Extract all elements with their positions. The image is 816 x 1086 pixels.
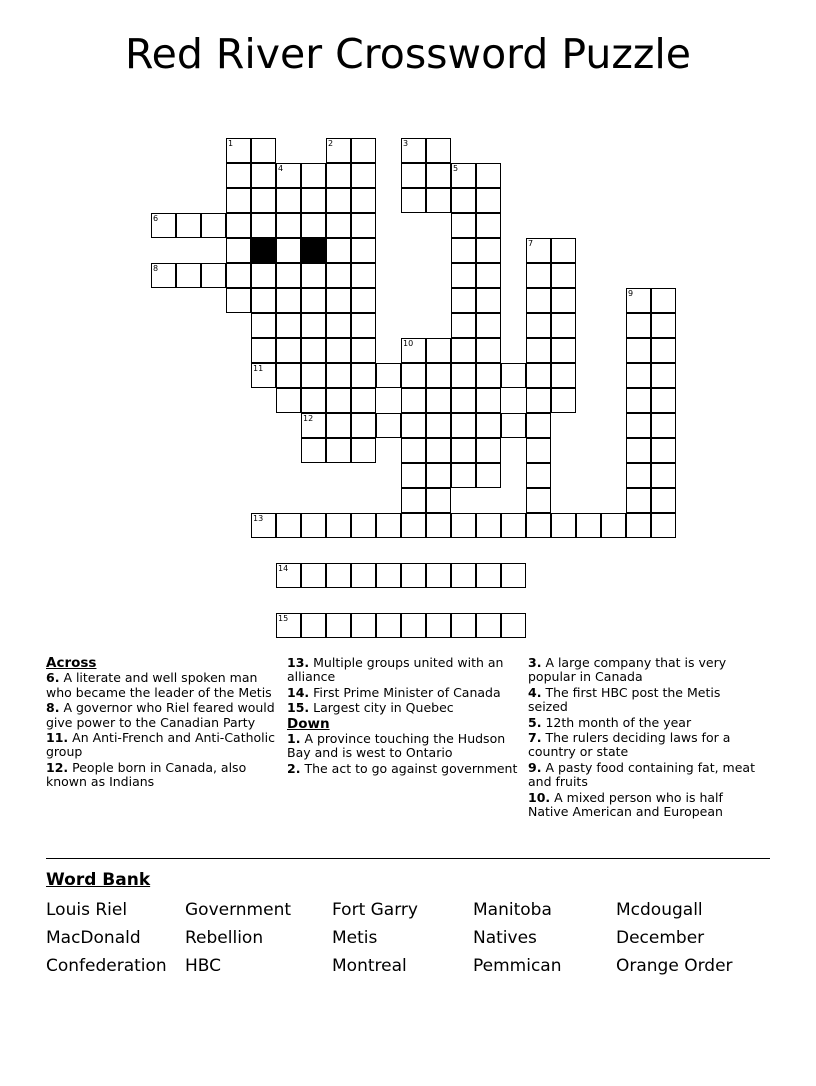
page-title: Red River Crossword Puzzle <box>124 30 692 78</box>
grid-cell[interactable] <box>426 338 451 363</box>
grid-cell[interactable] <box>301 413 326 438</box>
grid-cell-number: 12 <box>303 414 314 423</box>
grid-cell[interactable] <box>626 413 651 438</box>
grid-cell[interactable] <box>351 288 376 313</box>
word-bank-list <box>46 900 770 976</box>
grid-cell[interactable] <box>551 238 576 263</box>
down-heading: Down <box>287 715 330 732</box>
grid-cell[interactable] <box>276 288 301 313</box>
grid-cell[interactable] <box>276 338 301 363</box>
grid-cell[interactable] <box>351 138 376 163</box>
grid-cell[interactable] <box>526 263 551 288</box>
grid-cell[interactable] <box>376 513 401 538</box>
grid-cell-number: 14 <box>278 564 289 573</box>
grid-cell[interactable] <box>326 238 351 263</box>
grid-cell[interactable] <box>526 363 551 388</box>
grid-cell[interactable] <box>526 238 551 263</box>
grid-cell[interactable] <box>326 263 351 288</box>
grid-cell[interactable] <box>251 213 276 238</box>
grid-cell[interactable] <box>651 313 676 338</box>
grid-cell[interactable] <box>376 413 401 438</box>
clue-number: 14. <box>287 684 310 700</box>
grid-cell[interactable] <box>476 263 501 288</box>
grid-cell[interactable] <box>476 338 501 363</box>
clue-number: 9. <box>528 759 542 775</box>
clue-number: 12. <box>46 759 69 775</box>
clue-text: 12th month of the year <box>545 714 692 730</box>
clue-down-9 <box>528 761 760 790</box>
grid-cell[interactable] <box>626 463 651 488</box>
grid-cell[interactable] <box>526 463 551 488</box>
grid-cell[interactable] <box>301 213 326 238</box>
grid-cell[interactable] <box>576 513 601 538</box>
grid-cell[interactable] <box>451 238 476 263</box>
grid-cell[interactable] <box>426 388 451 413</box>
clue-text: A literate and well spoken man who became the leader of the Metis <box>46 670 272 700</box>
grid-cell[interactable] <box>451 513 476 538</box>
clue-down-3 <box>528 656 760 685</box>
grid-cell[interactable] <box>351 613 376 638</box>
grid-cell[interactable] <box>326 188 351 213</box>
grid-cell[interactable] <box>401 138 426 163</box>
grid-cell[interactable] <box>151 213 176 238</box>
grid-cell[interactable] <box>301 313 326 338</box>
grid-cell[interactable] <box>326 313 351 338</box>
grid-cell[interactable] <box>401 413 426 438</box>
grid-cell[interactable] <box>526 413 551 438</box>
grid-cell[interactable] <box>401 188 426 213</box>
grid-cell[interactable] <box>301 438 326 463</box>
grid-cell[interactable] <box>276 513 301 538</box>
grid-cell[interactable] <box>326 338 351 363</box>
grid-cell[interactable] <box>526 488 551 513</box>
grid-cell[interactable] <box>626 438 651 463</box>
clue-number: 15. <box>287 700 310 716</box>
grid-cell[interactable] <box>251 263 276 288</box>
grid-cell[interactable] <box>176 263 201 288</box>
grid-cell[interactable] <box>526 338 551 363</box>
grid-cell[interactable] <box>326 613 351 638</box>
word-bank-item: Natives <box>473 928 537 948</box>
grid-cell[interactable] <box>476 238 501 263</box>
grid-cell[interactable] <box>301 613 326 638</box>
clue-text: A pasty food containing fat, meat and fruits <box>528 759 755 790</box>
grid-cell[interactable] <box>351 338 376 363</box>
clue-number: 8. <box>46 700 60 716</box>
grid-cell[interactable] <box>551 363 576 388</box>
word-bank-item: Rebellion <box>185 928 264 948</box>
word-bank-item: Confederation <box>46 956 167 976</box>
grid-cell[interactable] <box>476 163 501 188</box>
grid-cell-number: 6 <box>153 214 159 223</box>
grid-cell[interactable] <box>476 213 501 238</box>
grid-cell[interactable] <box>526 513 551 538</box>
grid-cell[interactable] <box>401 513 426 538</box>
grid-cell[interactable] <box>226 138 251 163</box>
grid-cell[interactable] <box>426 563 451 588</box>
grid-cell[interactable] <box>326 413 351 438</box>
grid-cell-number: 11 <box>253 364 264 373</box>
word-bank-item: Louis Riel <box>46 900 128 920</box>
grid-cell[interactable] <box>401 438 426 463</box>
clue-text: A mixed person who is half Native American and European <box>528 789 723 820</box>
grid-cell[interactable] <box>451 288 476 313</box>
clue-text: The first HBC post the Metis seized <box>528 684 721 715</box>
grid-cell[interactable] <box>626 388 651 413</box>
clue-number: 3. <box>528 655 542 670</box>
clue-number: 6. <box>46 670 60 686</box>
word-bank-title: Word Bank <box>46 870 151 890</box>
clue-across-11 <box>46 731 277 760</box>
word-bank-item: Mcdougall <box>616 900 703 920</box>
grid-cell[interactable] <box>351 413 376 438</box>
word-bank <box>46 870 770 976</box>
grid-cell[interactable] <box>351 263 376 288</box>
clue-number: 2. <box>287 760 301 776</box>
grid-cell[interactable] <box>301 288 326 313</box>
grid-cell[interactable] <box>451 388 476 413</box>
grid-cell[interactable] <box>451 263 476 288</box>
grid-cell[interactable] <box>526 438 551 463</box>
grid-cell[interactable] <box>201 263 226 288</box>
clue-across-14 <box>287 686 518 700</box>
grid-cell[interactable] <box>476 513 501 538</box>
grid-cell[interactable] <box>301 188 326 213</box>
grid-cell[interactable] <box>626 513 651 538</box>
grid-cell[interactable] <box>451 563 476 588</box>
grid-cell[interactable] <box>451 463 476 488</box>
grid-cell[interactable] <box>351 163 376 188</box>
grid-cell-block <box>251 238 276 263</box>
clue-down-7 <box>528 731 760 760</box>
grid-cell[interactable] <box>451 413 476 438</box>
grid-cell[interactable] <box>251 138 276 163</box>
grid-cell[interactable] <box>276 238 301 263</box>
word-bank-item: Fort Garry <box>332 900 418 920</box>
grid-cell[interactable] <box>251 313 276 338</box>
grid-cell[interactable] <box>426 488 451 513</box>
grid-cell[interactable] <box>501 513 526 538</box>
grid-cell[interactable] <box>326 213 351 238</box>
grid-cell[interactable] <box>451 188 476 213</box>
grid-cell[interactable] <box>251 188 276 213</box>
grid-cell[interactable] <box>551 288 576 313</box>
grid-cell[interactable] <box>251 363 276 388</box>
grid-cell[interactable] <box>351 513 376 538</box>
grid-cell[interactable] <box>651 438 676 463</box>
grid-cell[interactable] <box>301 263 326 288</box>
clue-number: 1. <box>287 731 301 747</box>
grid-cell[interactable] <box>376 363 401 388</box>
clue-number: 7. <box>528 730 542 746</box>
grid-cell[interactable] <box>351 363 376 388</box>
grid-cell[interactable] <box>151 263 176 288</box>
grid-cell[interactable] <box>226 263 251 288</box>
grid-cell[interactable] <box>526 388 551 413</box>
grid-cell[interactable] <box>226 238 251 263</box>
grid-cell[interactable] <box>426 363 451 388</box>
clues-section <box>46 656 770 820</box>
grid-cell[interactable] <box>626 363 651 388</box>
grid-cell-number: 4 <box>278 164 284 173</box>
grid-cell-number: 13 <box>253 514 264 523</box>
grid-cell[interactable] <box>526 313 551 338</box>
across-heading: Across <box>46 655 97 671</box>
grid-cell[interactable] <box>476 363 501 388</box>
grid-cell[interactable] <box>251 513 276 538</box>
grid-cell[interactable] <box>351 238 376 263</box>
grid-cell[interactable] <box>476 463 501 488</box>
grid-cell[interactable] <box>251 338 276 363</box>
grid-cell[interactable] <box>226 213 251 238</box>
grid-cell[interactable] <box>276 263 301 288</box>
word-bank-item: HBC <box>185 956 222 976</box>
grid-cell[interactable] <box>451 363 476 388</box>
clue-down-2 <box>287 762 518 776</box>
grid-cell[interactable] <box>401 163 426 188</box>
word-bank-item: Metis <box>332 928 378 948</box>
grid-cell[interactable] <box>301 338 326 363</box>
grid-cell-number: 10 <box>403 339 414 348</box>
grid-cell[interactable] <box>301 363 326 388</box>
clue-number: 13. <box>287 655 310 670</box>
grid-cell[interactable] <box>251 288 276 313</box>
grid-cell[interactable] <box>301 513 326 538</box>
grid-cell[interactable] <box>326 163 351 188</box>
page <box>0 30 816 1086</box>
clues-column-3 <box>528 656 770 820</box>
grid-cell[interactable] <box>626 488 651 513</box>
grid-cell[interactable] <box>651 463 676 488</box>
clue-across-12 <box>46 761 277 790</box>
grid-cell-number: 15 <box>278 614 289 623</box>
grid-cell[interactable] <box>401 488 426 513</box>
grid-cell[interactable] <box>551 338 576 363</box>
grid-cell[interactable] <box>426 613 451 638</box>
grid-cell[interactable] <box>476 188 501 213</box>
grid-cell[interactable] <box>351 438 376 463</box>
word-bank-item: Montreal <box>332 956 407 976</box>
grid-cell[interactable] <box>501 613 526 638</box>
clue-number: 4. <box>528 684 542 700</box>
grid-cell[interactable] <box>651 413 676 438</box>
clue-down-1 <box>287 732 518 761</box>
clue-text: Largest city in Quebec <box>313 700 454 716</box>
grid-cell[interactable] <box>226 288 251 313</box>
grid-cell[interactable] <box>351 563 376 588</box>
grid-cell[interactable] <box>451 438 476 463</box>
grid-cell[interactable] <box>626 313 651 338</box>
grid-cell[interactable] <box>651 338 676 363</box>
clue-text: A province touching the Hudson Bay and is west to Ontario <box>287 731 506 761</box>
clue-down-4 <box>528 686 760 715</box>
grid-cell[interactable] <box>426 188 451 213</box>
clue-down-10 <box>528 791 760 820</box>
grid-cell[interactable] <box>451 163 476 188</box>
grid-cell[interactable] <box>476 388 501 413</box>
grid-cell[interactable] <box>426 163 451 188</box>
grid-cell[interactable] <box>326 563 351 588</box>
grid-cell[interactable] <box>476 563 501 588</box>
grid-cell[interactable] <box>301 163 326 188</box>
grid-cell-number: 2 <box>328 139 334 148</box>
grid-cell[interactable] <box>551 388 576 413</box>
clue-text: A governor who Riel feared would give power to the Canadian Party <box>46 700 275 730</box>
grid-cell[interactable] <box>551 263 576 288</box>
grid-cell[interactable] <box>351 213 376 238</box>
word-bank-item: Orange Order <box>616 956 733 976</box>
word-bank-item: Government <box>185 900 292 920</box>
clue-text: First Prime Minister of Canada <box>313 684 501 700</box>
grid-cell[interactable] <box>476 438 501 463</box>
grid-cell[interactable] <box>426 438 451 463</box>
clue-number: 10. <box>528 789 551 805</box>
grid-cell[interactable] <box>551 313 576 338</box>
grid-cell[interactable] <box>276 163 301 188</box>
grid-cell[interactable] <box>451 313 476 338</box>
clue-number: 5. <box>528 714 542 730</box>
grid-cell[interactable] <box>476 413 501 438</box>
grid-cell[interactable] <box>451 338 476 363</box>
grid-cell[interactable] <box>276 313 301 338</box>
grid-cell[interactable] <box>276 363 301 388</box>
grid-cell[interactable] <box>351 313 376 338</box>
grid-cell[interactable] <box>351 388 376 413</box>
clue-text: People born in Canada, also known as Indians <box>46 759 247 790</box>
grid-cell-number: 7 <box>528 239 534 248</box>
grid-cell[interactable] <box>501 413 526 438</box>
grid-cell[interactable] <box>401 388 426 413</box>
grid-cell[interactable] <box>276 213 301 238</box>
grid-cell[interactable] <box>326 388 351 413</box>
grid-cell[interactable] <box>351 188 376 213</box>
grid-cell[interactable] <box>326 288 351 313</box>
grid-cell[interactable] <box>301 388 326 413</box>
grid-cell[interactable] <box>476 288 501 313</box>
word-bank-item: MacDonald <box>46 928 141 948</box>
grid-cell[interactable] <box>651 513 676 538</box>
clue-across-6 <box>46 671 277 700</box>
grid-cell-number: 1 <box>228 139 234 148</box>
grid-cell[interactable] <box>251 163 276 188</box>
clue-across-15 <box>287 701 518 715</box>
grid-cell-number: 8 <box>153 264 159 273</box>
grid-cell[interactable] <box>326 363 351 388</box>
grid-cell[interactable] <box>326 138 351 163</box>
grid-cell[interactable] <box>376 613 401 638</box>
clues-column-2 <box>287 656 528 820</box>
grid-cell[interactable] <box>626 288 651 313</box>
grid-cell[interactable] <box>501 363 526 388</box>
grid-cell[interactable] <box>426 513 451 538</box>
grid-cell-block <box>301 238 326 263</box>
divider <box>46 858 770 859</box>
grid-cell[interactable] <box>326 513 351 538</box>
grid-cell[interactable] <box>501 563 526 588</box>
grid-cell[interactable] <box>426 463 451 488</box>
grid-cell[interactable] <box>276 613 301 638</box>
grid-cell-number: 9 <box>628 289 634 298</box>
grid-cell[interactable] <box>401 338 426 363</box>
grid-cell[interactable] <box>426 138 451 163</box>
grid-cell[interactable] <box>476 313 501 338</box>
grid-cell[interactable] <box>451 613 476 638</box>
grid-cell[interactable] <box>476 613 501 638</box>
grid-cell-number: 5 <box>453 164 459 173</box>
grid-cell[interactable] <box>376 563 401 588</box>
grid-cell[interactable] <box>526 288 551 313</box>
grid-cell[interactable] <box>651 288 676 313</box>
grid-cell[interactable] <box>551 513 576 538</box>
word-bank-item: December <box>616 928 705 948</box>
clue-across-8 <box>46 701 277 730</box>
grid-cell[interactable] <box>651 488 676 513</box>
grid-cell[interactable] <box>276 563 301 588</box>
clue-text: The act to go against government <box>304 760 518 776</box>
clue-text: An Anti-French and Anti-Catholic group <box>46 730 275 760</box>
grid-cell[interactable] <box>201 213 226 238</box>
grid-cell[interactable] <box>276 188 301 213</box>
grid-cell[interactable] <box>601 513 626 538</box>
grid-cell[interactable] <box>301 563 326 588</box>
grid-cell[interactable] <box>176 213 201 238</box>
clue-text: The rulers deciding laws for a country or state <box>528 730 731 760</box>
clue-text: A large company that is very popular in Canada <box>528 655 727 685</box>
grid-cell[interactable] <box>226 188 251 213</box>
crossword-grid[interactable] <box>0 130 816 650</box>
clues-column-1 <box>46 656 287 820</box>
grid-cell[interactable] <box>401 363 426 388</box>
grid-cell-number: 3 <box>403 139 409 148</box>
grid-cell[interactable] <box>651 363 676 388</box>
grid-cell[interactable] <box>401 463 426 488</box>
grid-cell[interactable] <box>626 338 651 363</box>
grid-cell[interactable] <box>651 388 676 413</box>
clue-across-13 <box>287 656 518 685</box>
grid-cell[interactable] <box>451 213 476 238</box>
clue-down-5 <box>528 716 760 730</box>
grid-cell[interactable] <box>276 388 301 413</box>
grid-cell[interactable] <box>326 438 351 463</box>
grid-cell[interactable] <box>226 163 251 188</box>
word-bank-item: Manitoba <box>473 900 552 920</box>
clue-text: Multiple groups united with an alliance <box>287 655 504 685</box>
grid-cell[interactable] <box>401 613 426 638</box>
grid-cell[interactable] <box>426 413 451 438</box>
clue-number: 11. <box>46 730 69 746</box>
word-bank-item: Pemmican <box>473 956 562 976</box>
grid-cell[interactable] <box>401 563 426 588</box>
